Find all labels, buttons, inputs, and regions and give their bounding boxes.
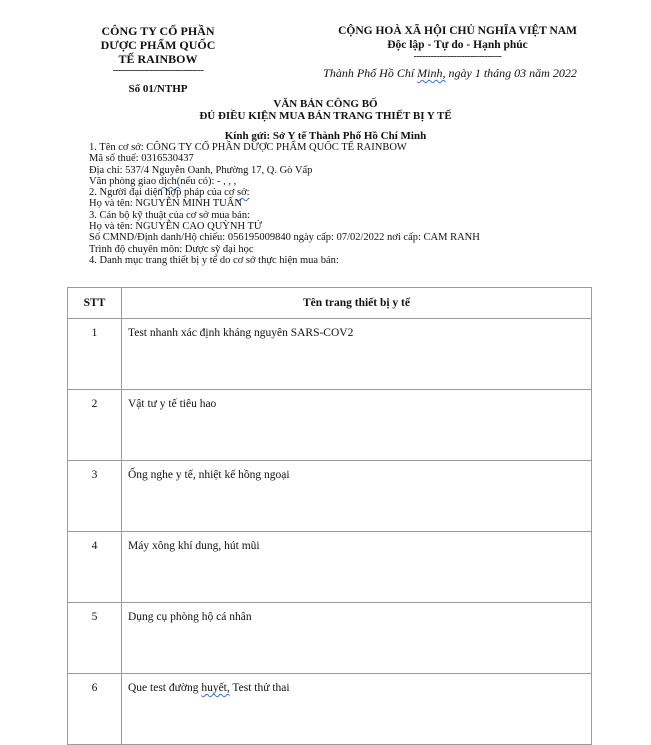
company-name-line1: CÔNG TY CỔ PHẦN	[101, 24, 215, 38]
document-title-line1: VĂN BẢN CÔNG BỐ	[273, 98, 378, 110]
nation-title: CỘNG HOÀ XÃ HỘI CHỦ NGHĨA VIỆT NAM	[338, 25, 577, 37]
info-line-list-heading: 4. Danh mục trang thiết bị y tế do cơ sở thực hiện mua bán:	[89, 254, 339, 266]
info-line-tech-name: Họ và tên: NGUYỄN CAO QUỲNH TỨ	[89, 221, 263, 233]
row-stt: 4	[68, 532, 122, 603]
row-name: Máy xông khí dung, hút mũi	[122, 532, 592, 603]
equipment-table	[67, 287, 592, 745]
row-name-part: Que test đường	[128, 682, 202, 694]
info-line-office	[89, 176, 609, 187]
nation-motto: Độc lập - Tự do - Hạnh phúc	[387, 39, 528, 51]
info-line-name: 1. Tên cơ sở: CÔNG TY CỔ PHẦN DƯỢC PHẨM QUỐC TẾ RAINBOW	[89, 142, 407, 153]
date-prefix: Thành Phố Hồ Chí	[323, 66, 418, 80]
document-number: Số 01/NTHP	[128, 83, 188, 95]
col-header-stt: STT	[68, 288, 122, 319]
office-underlined: dịch(	[158, 175, 181, 187]
rep-underlined: sở:	[237, 187, 250, 199]
place-date	[300, 66, 600, 81]
company-header	[68, 24, 248, 76]
info-line-address: Địa chỉ: 537/4 Nguyễn Oanh, Phường 17, Q. Gò Vấp	[89, 164, 313, 176]
establishment-info	[89, 142, 609, 266]
row-name: Ống nghe y tế, nhiệt kế hồng ngoại	[122, 461, 592, 532]
office-value: nếu có): - , , ,	[180, 175, 237, 187]
row-stt: 3	[68, 461, 122, 532]
date-suffix: ngày 1 tháng 03 năm 2022	[445, 66, 577, 80]
company-divider: --------------------------------	[112, 65, 204, 76]
company-name-line2: DƯỢC PHẨM QUỐC	[100, 38, 216, 52]
table-header-row	[68, 288, 592, 319]
table-row	[68, 461, 592, 532]
info-line-qualification: Trình độ chuyên môn: Dược sỹ đại học	[89, 243, 254, 255]
table-row	[68, 532, 592, 603]
date-underlined: Minh,	[417, 66, 446, 80]
table-row	[68, 603, 592, 674]
info-line-tax: Mã số thuế: 0316530437	[89, 153, 194, 165]
company-name-line3: TẾ RAINBOW	[118, 52, 198, 66]
row-stt: 2	[68, 390, 122, 461]
row-name: Test nhanh xác định kháng nguyên SARS-COV2	[122, 319, 592, 390]
col-header-name: Tên trang thiết bị y tế	[122, 288, 592, 319]
row-name-underlined: huyết,	[201, 682, 230, 694]
info-line-id: Số CMND/Định danh/Hộ chiếu: 056195009840 ngày cấp: 07/02/2022 nơi cấp: CAM RANH	[89, 232, 480, 244]
document-title-line2: ĐỦ ĐIỀU KIỆN MUA BÁN TRANG THIẾT BỊ Y TẾ	[199, 110, 452, 122]
row-name: Vật tư y tế tiêu hao	[122, 390, 592, 461]
row-name	[122, 674, 592, 745]
table-row	[68, 319, 592, 390]
recipient-text: Kính gửi: Sở Y tế Thành Phố Hồ Chí Minh	[224, 130, 427, 142]
info-line-representative	[89, 187, 609, 198]
row-stt: 5	[68, 603, 122, 674]
office-label: Văn phòng giao	[89, 175, 159, 187]
nation-divider: -------------------------------	[413, 51, 502, 62]
row-stt: 1	[68, 319, 122, 390]
row-name: Dụng cụ phòng hộ cá nhân	[122, 603, 592, 674]
table-row	[68, 390, 592, 461]
info-line-rep-name: Họ và tên: NGUYỄN MINH TUẤN	[89, 198, 242, 210]
table-row	[68, 674, 592, 745]
row-name-part: Test thử thai	[229, 682, 290, 694]
recipient	[0, 130, 651, 142]
rep-label: 2. Người đại diện hợp pháp của cơ	[89, 187, 238, 199]
info-line-technician: 3. Cán bộ kỹ thuật của cơ sở mua bán:	[89, 209, 250, 221]
nation-header	[320, 24, 595, 62]
row-stt: 6	[68, 674, 122, 745]
